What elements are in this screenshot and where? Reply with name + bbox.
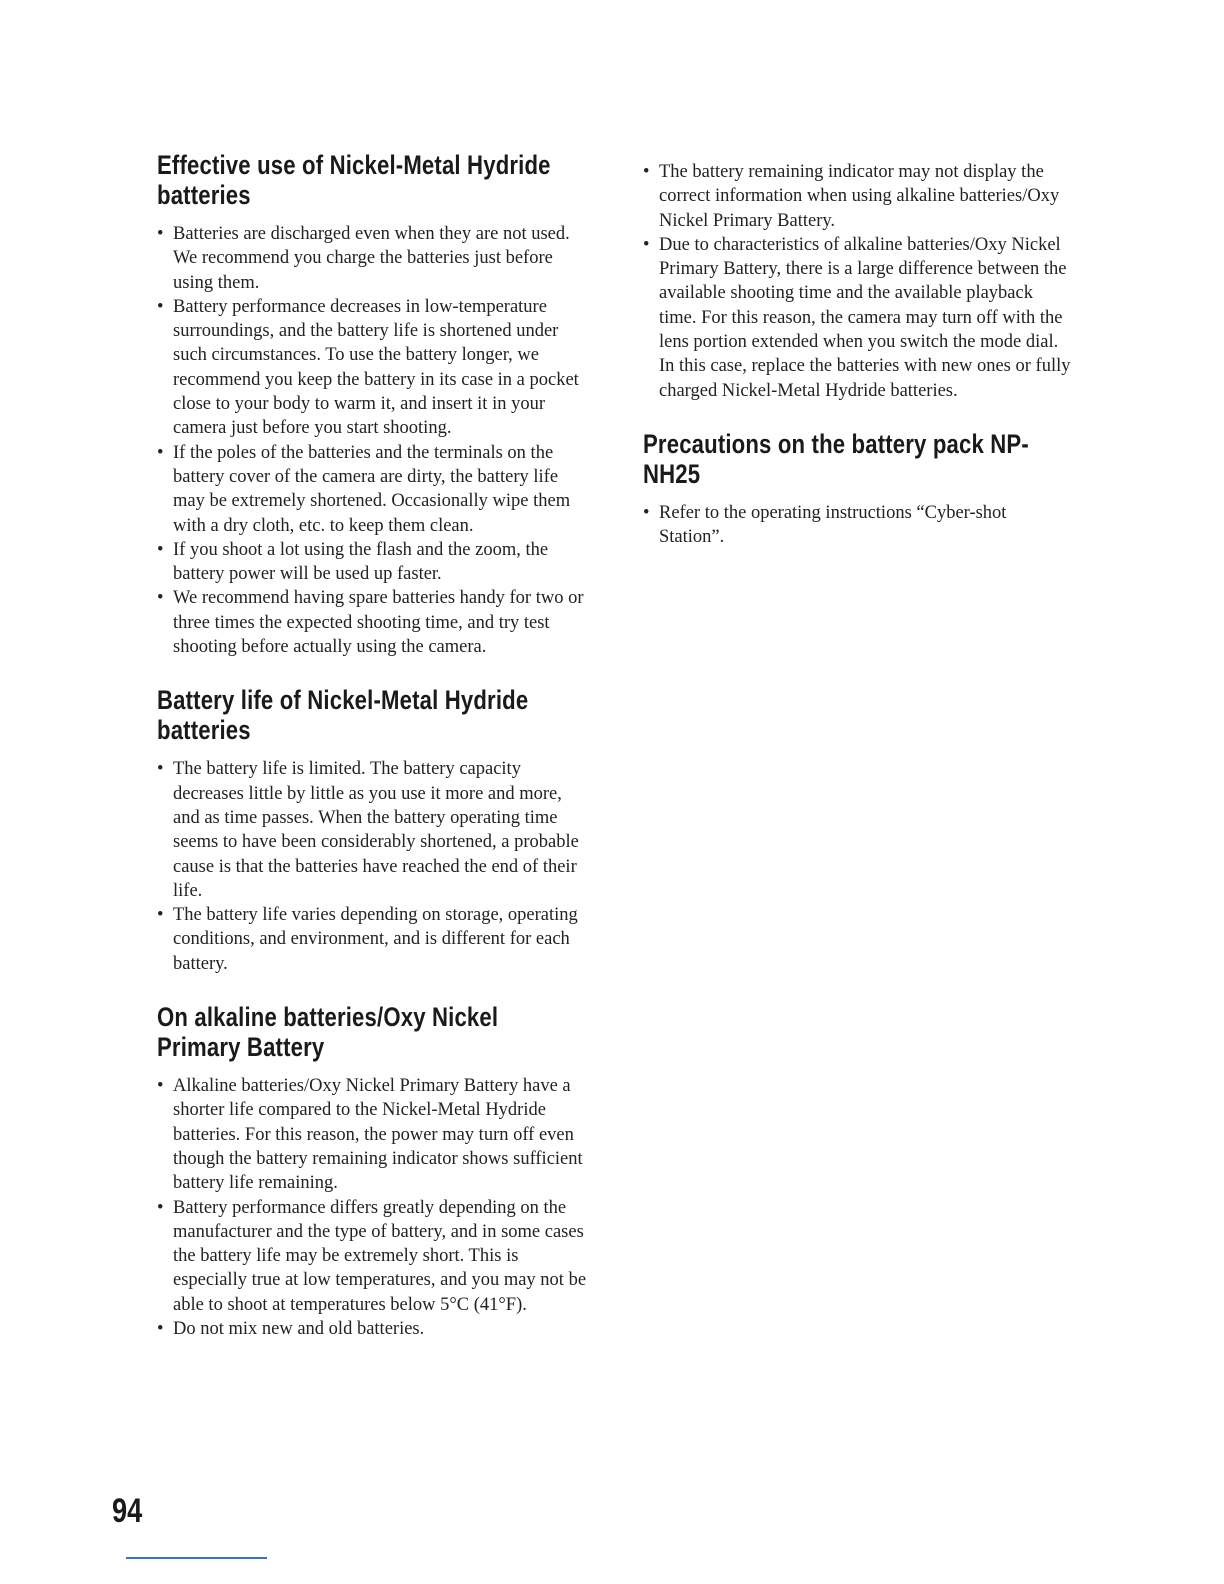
list-item: • If you shoot a lot using the flash and the zoom, the battery power will be used up faster. xyxy=(157,538,587,587)
page-number: 94 xyxy=(112,1492,143,1530)
section-heading: Effective use of Nickel-Metal Hydride batteries xyxy=(157,150,551,210)
list-item: • Do not mix new and old batteries. xyxy=(157,1317,587,1341)
section-effective-use xyxy=(157,150,587,659)
bullet-list xyxy=(157,757,587,976)
list-item: • The battery life varies depending on storage, operating conditions, and environment, and is different for each battery. xyxy=(157,903,587,976)
section-battery-life xyxy=(157,685,587,976)
bullet-list xyxy=(643,501,1073,550)
section-alkaline xyxy=(157,1002,587,1341)
list-item: • The battery remaining indicator may not display the correct information when using alkaline batteries/Oxy Nickel Primary Battery. xyxy=(643,160,1073,233)
list-item: • The battery life is limited. The battery capacity decreases little by little as you use it more and more, and as time passes. When the battery operating time seems to have been considerably shortened, a probable cause is that the batteries have reached the end of their life. xyxy=(157,757,587,903)
bullet-list xyxy=(157,222,587,659)
list-item: • Refer to the operating instructions “Cyber-shot Station”. xyxy=(643,501,1073,550)
right-column xyxy=(643,160,1073,576)
bullet-list xyxy=(157,1074,587,1341)
list-item: • If the poles of the batteries and the terminals on the battery cover of the camera are dirty, the battery life may be extremely shortened. Occasionally wipe them with a dry cloth, etc. to keep them clean. xyxy=(157,441,587,538)
section-np-nh25 xyxy=(643,429,1073,550)
left-column xyxy=(157,150,587,1367)
list-item: • Due to characteristics of alkaline batteries/Oxy Nickel Primary Battery, there is a large difference between the available shooting time and the available playback time. For this reason, the camera may turn off with the lens portion extended when you switch the mode dial. In this case, replace the batteries with new ones or fully charged Nickel-Metal Hydride batteries. xyxy=(643,233,1073,403)
list-item: • Batteries are discharged even when they are not used. We recommend you charge the batteries just before using them. xyxy=(157,222,587,295)
footer-rule xyxy=(126,1557,267,1559)
section-alkaline-continued xyxy=(643,160,1073,403)
list-item: • We recommend having spare batteries handy for two or three times the expected shooting time, and try test shooting before actually using the camera. xyxy=(157,586,587,659)
bullet-list xyxy=(643,160,1073,403)
list-item: • Alkaline batteries/Oxy Nickel Primary Battery have a shorter life compared to the Nickel-Metal Hydride batteries. For this reason, the power may turn off even though the battery remaining indicator shows sufficient battery life remaining. xyxy=(157,1074,587,1195)
section-heading: Battery life of Nickel-Metal Hydride batteries xyxy=(157,685,529,746)
section-heading: On alkaline batteries/Oxy Nickel Primary Battery xyxy=(157,1002,499,1063)
section-heading: Precautions on the battery pack NP-NH25 xyxy=(643,428,1029,489)
list-item: • Battery performance decreases in low-temperature surroundings, and the battery life is shortened under such circumstances. To use the battery longer, we recommend you keep the battery in its case in a pocket close to your body to warm it, and insert it in your camera just before you start shooting. xyxy=(157,295,587,441)
list-item: • Battery performance differs greatly depending on the manufacturer and the type of battery, and in some cases the battery life may be extremely short. This is especially true at low temperatures, and you may not be able to shoot at temperatures below 5°C (41°F). xyxy=(157,1196,587,1317)
